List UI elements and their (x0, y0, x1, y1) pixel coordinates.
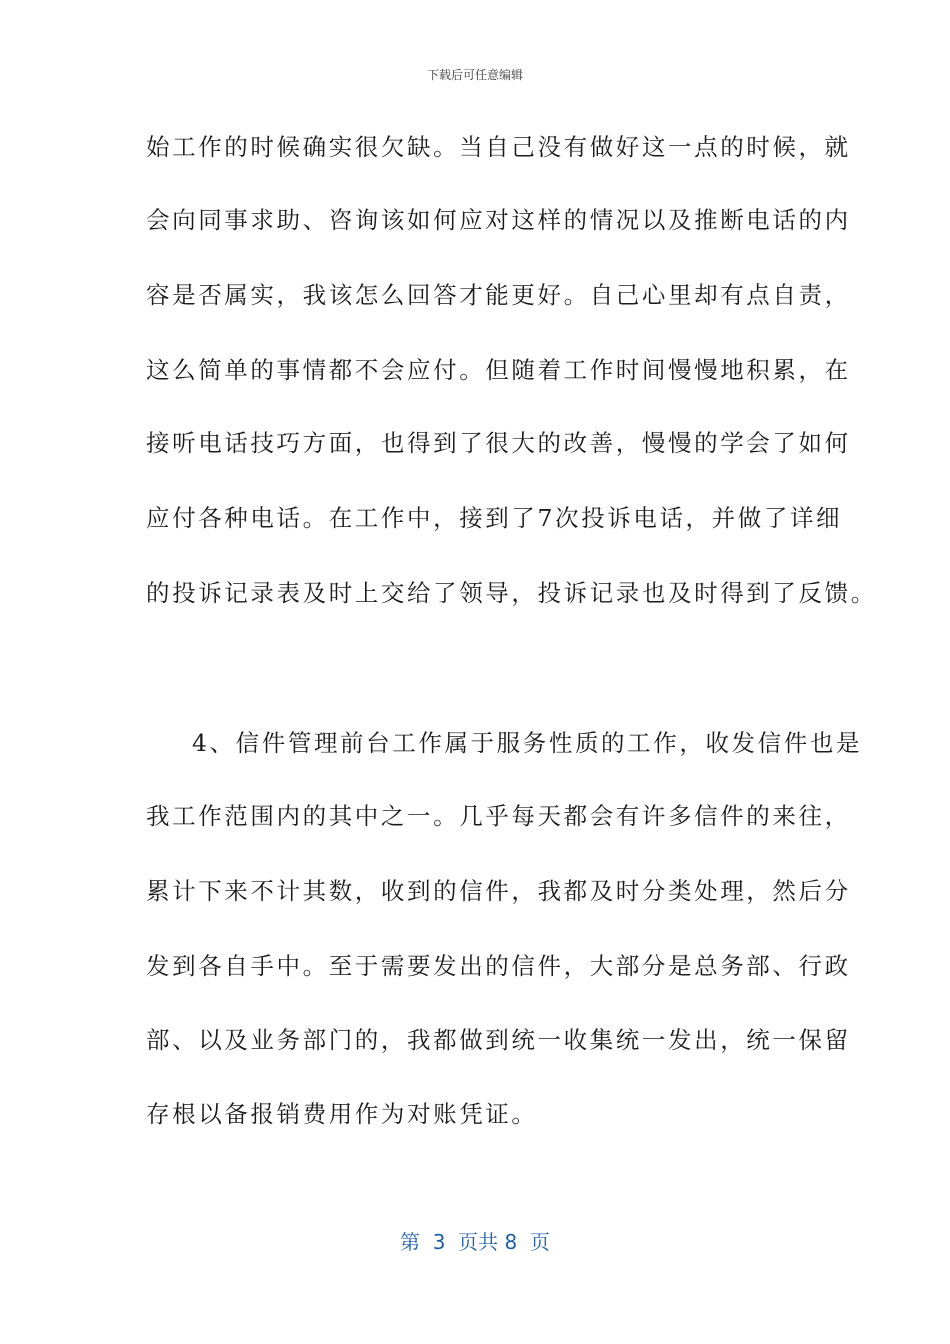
text-line: 累计下来不计其数，收到的信件，我都及时分类处理，然后分 (146, 877, 851, 905)
page-header: 下载后可任意编辑 (426, 68, 523, 82)
text-line: 会向同事求助、咨询该如何应对这样的情况以及推断电话的内 (146, 206, 851, 234)
text-line: 我工作范围内的其中之一。几乎每天都会有许多信件的来往， (146, 802, 851, 830)
page-footer: 第 3 页共 8 页 (400, 1230, 550, 1254)
text-line: 部、以及业务部门的，我都做到统一收集统一发出，统一保留 (146, 1026, 851, 1054)
text-line: 接听电话技巧方面，也得到了很大的改善，慢慢的学会了如何 (146, 429, 851, 457)
text-line: 存根以备报销费用作为对账凭证。 (146, 1100, 538, 1128)
text-line: 这么简单的事情都不会应付。但随着工作时间慢慢地积累，在 (146, 356, 851, 384)
text-line: 应付各种电话。在工作中，接到了7次投诉电话，并做了详细 (146, 504, 843, 532)
text-line: 发到各自手中。至于需要发出的信件，大部分是总务部、行政 (146, 952, 851, 980)
text-line: 4、信件管理前台工作属于服务性质的工作，收发信件也是 (192, 729, 863, 757)
text-line: 容是否属实，我该怎么回答才能更好。自己心里却有点自责， (146, 281, 851, 309)
text-line: 始工作的时候确实很欠缺。当自己没有做好这一点的时候，就 (146, 133, 851, 161)
text-line: 的投诉记录表及时上交给了领导，投诉记录也及时得到了反馈。 (146, 579, 877, 607)
